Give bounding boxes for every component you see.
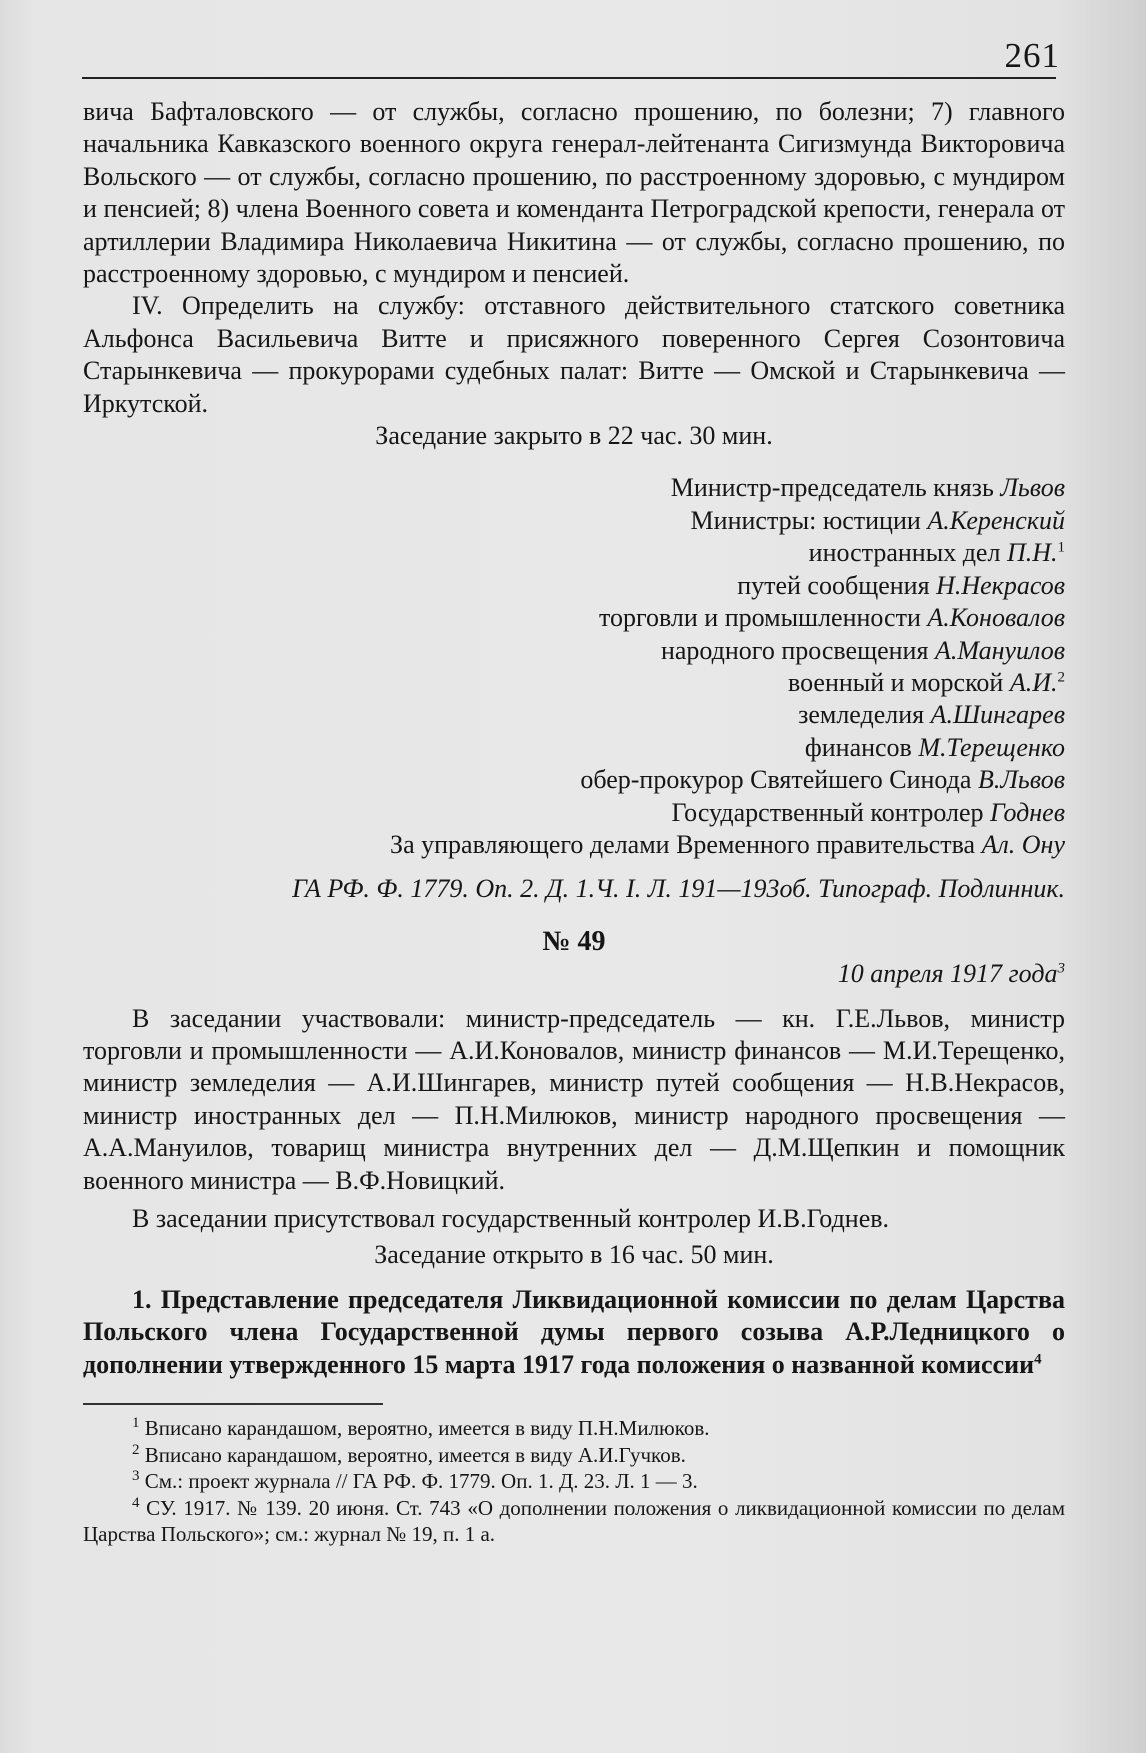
participants-paragraph: В заседании участвовали: министр-председатель — кн. Г.Е.Львов, министр торговли и промышленности — А.И.Коновалов, министр финансов — М.И.Терещенко, министр земледелия — А.И.Шингарев, министр путей сообщения — Н.В.Некрасов, министр иностранных дел — П.Н.Милюков, министр народного просвещения — А.А.Мануилов, товарищ министра внутренних дел — Д.М.Щепкин и помощник военного министра — В.Ф.Новицкий. — [83, 1003, 1065, 1195]
signature-line: иностранных дел П.Н.$^1$ — [808, 538, 1065, 568]
header-rule — [82, 77, 1056, 79]
spacer — [83, 1272, 1065, 1284]
spacer — [83, 452, 1065, 472]
section-iv-paragraph: IV. Определить на службу: отставного действительного статского советника Альфонса Васильевича Витте и присяжного поверенного Сергея Созонтовича Старынкевича — прокурорами судебных палат: Витте — Омской и Старынкевича — Иркутской. — [83, 291, 1065, 418]
text-column — [83, 96, 1065, 1548]
session-opened-line: Заседание открыто в 16 час. 50 мин. — [374, 1240, 774, 1270]
document-date: 10 апреля 1917 года$^3$ — [837, 959, 1065, 989]
signature-line: торговли и промышленности А.Коновалов — [598, 603, 1065, 633]
signature-line: За управляющего делами Временного правительства Ал. Ону — [390, 829, 1065, 859]
spacer — [83, 991, 1065, 1003]
signature-line: народного просвещения А.Мануилов — [660, 635, 1065, 665]
signature-line: обер-прокурор Святейшего Синода В.Львов — [580, 765, 1065, 795]
document-number: № 49 — [542, 925, 606, 957]
signature-line: Министры: юстиции А.Керенский — [690, 505, 1065, 535]
continuation-paragraph: вича Бафталовского — от службы, согласно прошению, по болезни; 7) главного начальника Кавказского военного округа генерал-лейтенанта Сигизмунда Викторовича Вольского — от службы, согласно прошению, по расстроенному здоровью, с мундиром и пенсией; 8) члена Военного совета и коменданта Петроградской крепости, генерала от артиллерии Владимира Николаевича Никитина — от службы, согласно прошению, по расстроенному здоровью, с мундиром и пенсией. — [83, 97, 1065, 289]
signature-line: земледелия А.Шингарев — [798, 700, 1065, 730]
archive-reference: ГА РФ. Ф. 1779. Оп. 2. Д. 1.Ч. I. Л. 191—193об. Типограф. Подлинник. — [292, 874, 1065, 904]
footnote: $^1$ Вписано карандашом, вероятно, имеется в виду П.Н.Милюков. — [132, 1415, 710, 1441]
footnotes — [83, 1415, 1065, 1548]
footnote: $^2$ Вписано карандашом, вероятно, имеется в виду А.И.Гучков. — [132, 1441, 686, 1467]
footnote: $^4$ СУ. 1917. № 139. 20 июня. Ст. 743 «О дополнении положения о ликвидационной комиссии по делам Царства Польского»; см.: журнал № 19, п. 1 а. — [83, 1494, 1065, 1547]
signature-line: Министр-председатель князь Львов — [670, 473, 1065, 503]
signature-block — [83, 472, 1065, 861]
session-closed-line: Заседание закрыто в 22 час. 30 мин. — [375, 421, 773, 451]
signature-line: военный и морской А.И.$^2$ — [788, 667, 1065, 697]
spacer — [83, 861, 1065, 873]
agenda-item-heading: 1. Представление председателя Ликвидационной комиссии по делам Царства Польского члена Государственной думы первого созыва А.Р.Ледницкого о дополнении утвержденного 15 марта 1917 года положения о названной комиссии$^4$ — [83, 1284, 1065, 1379]
footnote-rule — [83, 1403, 383, 1405]
signature-line: путей сообщения Н.Некрасов — [737, 570, 1065, 600]
signature-line: Государственный контролер Годнев — [671, 797, 1065, 827]
page-number: 261 — [1004, 36, 1060, 75]
present-paragraph: В заседании присутствовал государственный контролер И.В.Годнев. — [132, 1204, 890, 1233]
spacer — [83, 906, 1065, 926]
signature-line: финансов М.Терещенко — [804, 732, 1065, 762]
footnote: $^3$ См.: проект журнала // ГА РФ. Ф. 1779. Оп. 1. Д. 23. Л. 1 — 3. — [132, 1468, 698, 1494]
